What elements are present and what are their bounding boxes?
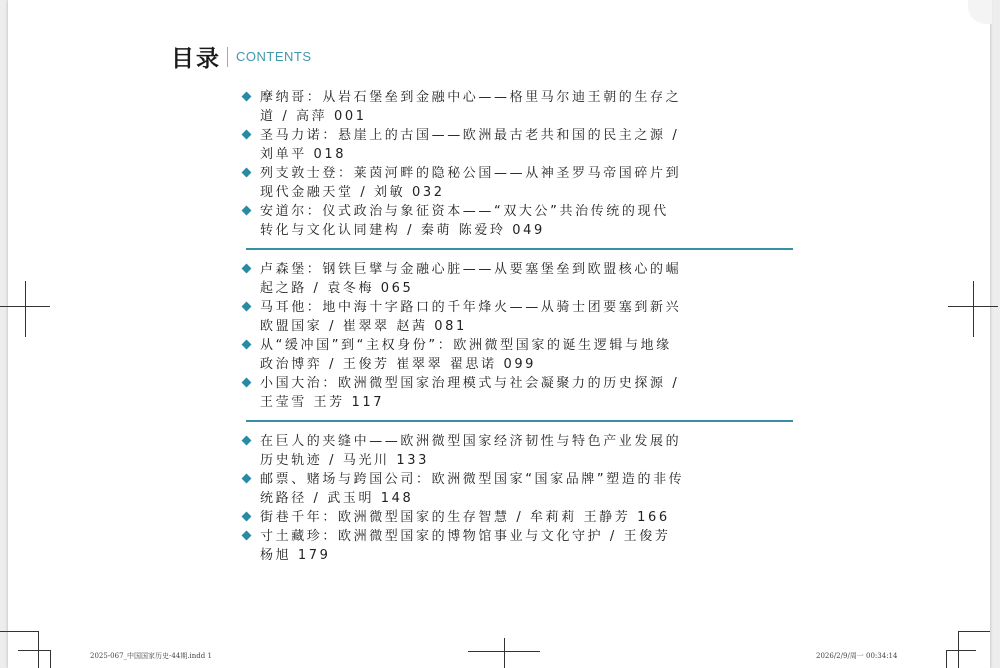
diamond-bullet-icon xyxy=(242,206,252,216)
toc-entry[interactable] xyxy=(241,432,796,470)
page-title: 目录 xyxy=(171,46,221,72)
diamond-bullet-icon xyxy=(242,378,252,388)
toc-entry-line: 统路径 / 武玉明 148 xyxy=(260,491,414,506)
page-subtitle: CONTENTS xyxy=(236,49,312,64)
toc-entry-line: 在巨人的夹缝中——欧洲微型国家经济韧性与特色产业发展的 xyxy=(260,434,682,449)
toc-entry[interactable] xyxy=(241,336,796,374)
toc-entry[interactable] xyxy=(241,298,796,336)
diamond-bullet-icon xyxy=(242,474,252,484)
toc-entry-line: 马耳他：地中海十字路口的千年烽火——从骑士团要塞到新兴 xyxy=(260,300,682,315)
toc-entry-line: 摩纳哥：从岩石堡垒到金融中心——格里马尔迪王朝的生存之 xyxy=(260,90,682,105)
toc-entry-line: 小国大治：欧洲微型国家治理模式与社会凝聚力的历史探源 / xyxy=(260,376,680,391)
contents-header xyxy=(171,40,312,73)
title-separator xyxy=(227,47,228,67)
toc-entry-line: 街巷千年：欧洲微型国家的生存智慧 / 牟莉莉 王静芳 166 xyxy=(260,510,670,525)
toc-entry[interactable] xyxy=(241,164,796,202)
crop-mark xyxy=(25,281,26,337)
toc-entry-line: 现代金融天堂 / 刘敏 032 xyxy=(260,185,445,200)
toc-entry[interactable] xyxy=(241,126,796,164)
toc-entry[interactable] xyxy=(241,470,796,508)
toc-entry-line: 历史轨迹 / 马光川 133 xyxy=(260,453,429,468)
crop-mark xyxy=(958,631,990,632)
diamond-bullet-icon xyxy=(242,340,252,350)
crop-mark xyxy=(973,281,974,337)
toc-entry-line: 刘单平 018 xyxy=(260,147,347,162)
toc-entry[interactable] xyxy=(241,508,796,527)
section-divider xyxy=(246,248,793,250)
toc-entry-line: 安道尔：仪式政治与象征资本——“双大公”共治传统的现代 xyxy=(260,204,669,219)
toc-entry-line: 道 / 高萍 001 xyxy=(260,109,367,124)
diamond-bullet-icon xyxy=(242,436,252,446)
crop-mark xyxy=(504,638,505,668)
diamond-bullet-icon xyxy=(242,264,252,274)
toc-entry-line: 卢森堡：钢铁巨擘与金融心脏——从要塞堡垒到欧盟核心的崛 xyxy=(260,262,682,277)
toc-entry-line: 王莹雪 王芳 117 xyxy=(260,395,385,410)
toc-entry-line: 寸土藏珍：欧洲微型国家的博物馆事业与文化守护 / 王俊芳 xyxy=(260,529,671,544)
diamond-bullet-icon xyxy=(242,92,252,102)
toc-entry-line: 起之路 / 袁冬梅 065 xyxy=(260,281,414,296)
toc-entry-line: 列支敦士登：莱茵河畔的隐秘公国——从神圣罗马帝国碎片到 xyxy=(260,166,682,181)
toc-entry-line: 政治博弈 / 王俊芳 崔翠翠 翟思诺 099 xyxy=(260,357,537,372)
footer-timestamp: 2026/2/9/周一 00:34:14 xyxy=(816,652,898,660)
document-page xyxy=(8,0,990,668)
diamond-bullet-icon xyxy=(242,512,252,522)
toc-entry-line: 圣马力诺：悬崖上的古国——欧洲最古老共和国的民主之源 / xyxy=(260,128,680,143)
crop-mark xyxy=(50,650,51,668)
crop-mark xyxy=(18,650,50,651)
section-divider xyxy=(246,420,793,422)
crop-mark xyxy=(0,631,38,632)
diamond-bullet-icon xyxy=(242,168,252,178)
toc-entry[interactable] xyxy=(241,202,796,240)
toc-entry-line: 杨旭 179 xyxy=(260,548,331,563)
toc-entry-line: 从“缓冲国”到“主权身份”：欧洲微型国家的诞生逻辑与地缘 xyxy=(260,338,672,353)
crop-mark xyxy=(946,650,976,651)
diamond-bullet-icon xyxy=(242,302,252,312)
toc-entry-line: 转化与文化认同建构 / 秦萌 陈爱玲 049 xyxy=(260,223,545,238)
toc-entry[interactable] xyxy=(241,374,796,412)
toc-entry[interactable] xyxy=(241,260,796,298)
toc-entry[interactable] xyxy=(241,527,796,565)
footer-file-label: 2025-067_中国国家历史-44期.indd 1 xyxy=(90,652,212,660)
toc-entry-line: 邮票、赌场与跨国公司：欧洲微型国家“国家品牌”塑造的非传 xyxy=(260,472,685,487)
diamond-bullet-icon xyxy=(242,531,252,541)
page-curl xyxy=(968,0,992,24)
toc-entry[interactable] xyxy=(241,88,796,126)
table-of-contents xyxy=(241,88,796,565)
crop-mark xyxy=(946,650,947,668)
diamond-bullet-icon xyxy=(242,130,252,140)
toc-entry-line: 欧盟国家 / 崔翠翠 赵茜 081 xyxy=(260,319,467,334)
